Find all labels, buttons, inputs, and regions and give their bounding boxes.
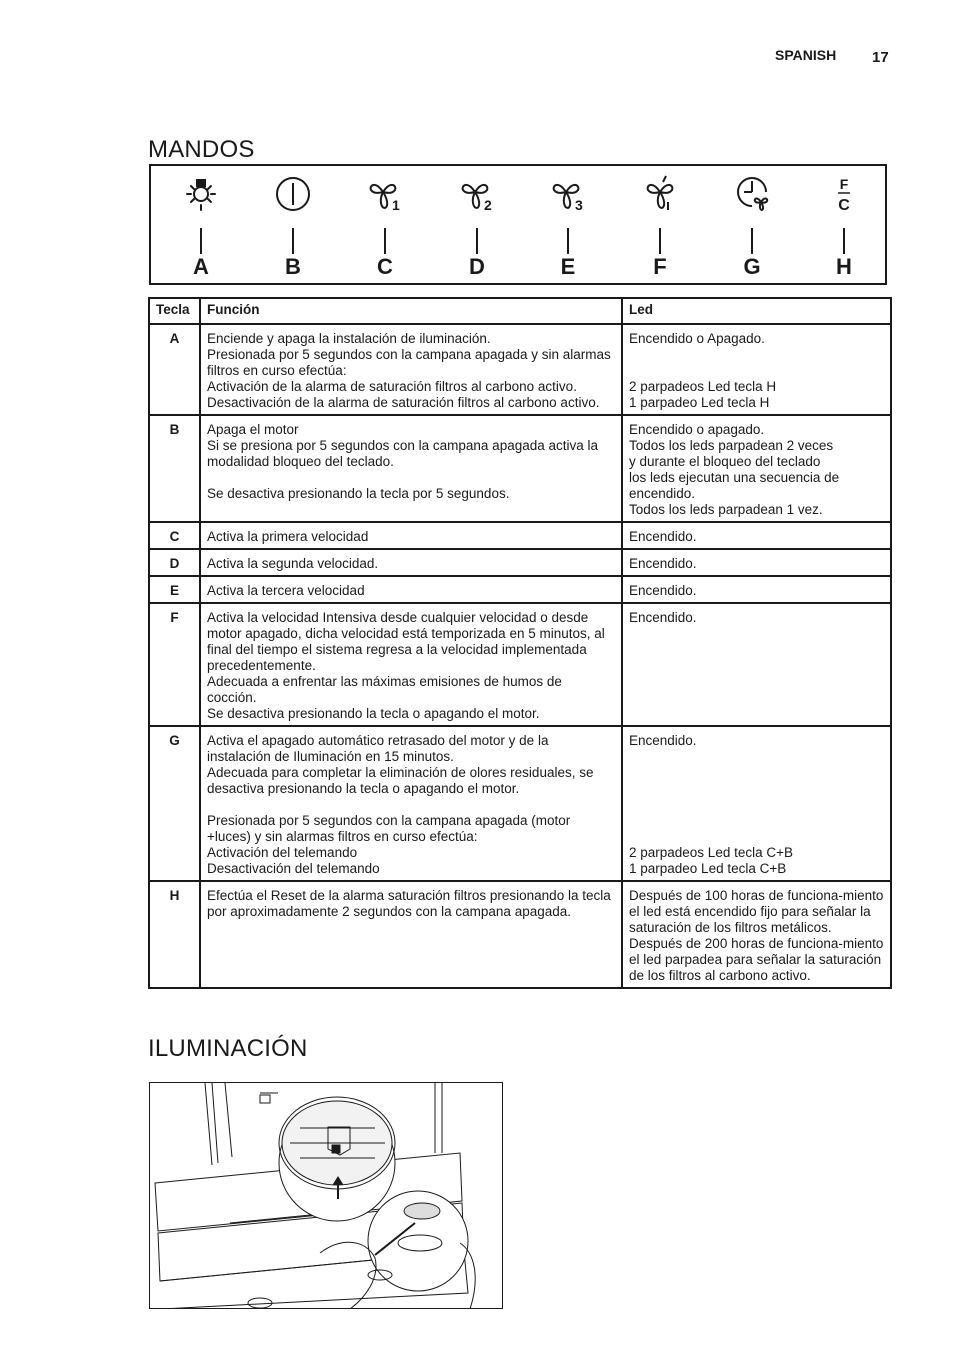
table-row: [149, 415, 891, 522]
control-d-key-label: D: [469, 254, 485, 279]
timer-fan-icon: [732, 172, 772, 216]
header-language: SPANISH: [775, 47, 837, 63]
control-a-pointer-line: [200, 228, 202, 254]
function-text-line: Activa la tercera velocidad: [207, 583, 365, 598]
table-row: [149, 324, 891, 415]
filter-reset-icon: [824, 172, 864, 216]
function-text-line: Activación del telemando: [207, 845, 358, 860]
control-h-key-label: H: [836, 254, 852, 279]
led-text-line: Después de 100 horas de funciona-miento el led está encendido fijo para señalar la saturación de los filtros metálicos.: [629, 888, 888, 935]
section-title-lighting: ILUMINACIÓN: [148, 1035, 308, 1062]
function-text-line: Activación de la alarma de saturación filtros al carbono activo.: [207, 379, 577, 394]
function-text-line: Desactivación del telemando: [207, 861, 380, 876]
table-header-row: [149, 298, 891, 324]
control-f-pointer-line: [659, 228, 661, 254]
row-function: [200, 522, 622, 549]
led-text-line: Encendido.: [629, 556, 697, 571]
row-key: E: [149, 576, 200, 603]
led-text-line: 2 parpadeos Led tecla H: [629, 379, 777, 394]
header-key: Tecla: [149, 298, 200, 324]
svg-text:3: 3: [575, 197, 583, 213]
row-led: [622, 726, 891, 881]
led-text-line: 1 parpadeo Led tecla C+B: [629, 861, 787, 876]
led-text-line: Encendido.: [629, 610, 697, 625]
row-key: C: [149, 522, 200, 549]
table-row: [149, 549, 891, 576]
control-panel-diagram: [149, 164, 887, 285]
control-c-key-label: C: [377, 254, 393, 279]
row-led: [622, 549, 891, 576]
light-bulb-icon: [181, 172, 221, 216]
fan-intensive-icon: [640, 172, 680, 216]
svg-text:2: 2: [484, 197, 492, 213]
function-text-line: Desactivación de la alarma de saturación filtros al carbono activo.: [207, 395, 600, 410]
row-led: [622, 324, 891, 415]
row-key: A: [149, 324, 200, 415]
row-function: [200, 324, 622, 415]
led-text-line: Encendido o apagado.: [629, 422, 765, 437]
control-g: [712, 166, 792, 283]
function-text-line: Apaga el motor: [207, 422, 299, 437]
row-function: [200, 726, 622, 881]
svg-text:F: F: [839, 176, 849, 192]
control-g-pointer-line: [751, 228, 753, 254]
function-text-line: Presionada por 5 segundos con la campana apagada y sin alarmas filtros en curso efectúa:: [207, 347, 615, 378]
led-text-line: Todos los leds parpadean 1 vez.: [629, 502, 823, 517]
control-g-key-label: G: [743, 254, 761, 279]
table-row: [149, 522, 891, 549]
control-b-pointer-line: [292, 228, 294, 254]
function-text-line: Efectúa el Reset de la alarma saturación filtros presionando la tecla por aproximadamente 2 segundos con la campana apagada.: [207, 888, 615, 919]
control-e: [528, 166, 608, 283]
row-key: H: [149, 881, 200, 988]
control-e-key-label: E: [560, 254, 576, 279]
lighting-replacement-illustration: [149, 1082, 503, 1309]
row-function: [200, 576, 622, 603]
row-key: G: [149, 726, 200, 881]
row-key: B: [149, 415, 200, 522]
control-h-pointer-line: [843, 228, 845, 254]
led-text-line: los leds ejecutan una secuencia de encendido.: [629, 470, 843, 501]
hood-lamp-drawing: [150, 1083, 503, 1309]
row-led: [622, 522, 891, 549]
led-text-line: 1 parpadeo Led tecla H: [629, 395, 770, 410]
row-led: [622, 415, 891, 522]
led-text-line: Todos los leds parpadean 2 veces: [629, 438, 834, 453]
svg-text:C: C: [838, 197, 850, 214]
function-text-line: Se desactiva presionando la tecla por 5 segundos.: [207, 486, 510, 501]
table-row: [149, 603, 891, 726]
table-row: [149, 576, 891, 603]
function-text-line: Si se presiona por 5 segundos con la campana apagada activa la modalidad bloqueo del teclado.: [207, 438, 602, 469]
control-h: [804, 166, 884, 283]
led-text-line: Encendido.: [629, 733, 697, 748]
row-function: [200, 415, 622, 522]
row-function: [200, 603, 622, 726]
fan-speed-2-icon: [457, 172, 497, 216]
control-b: [253, 166, 333, 283]
page-number: 17: [872, 49, 889, 66]
fan-speed-1-icon: [365, 172, 405, 216]
row-function: [200, 881, 622, 988]
function-text-line: Activa el apagado automático retrasado del motor y de la instalación de Iluminación en 15 minutos.: [207, 733, 553, 764]
function-text-line: Activa la segunda velocidad.: [207, 556, 379, 571]
svg-text:1: 1: [392, 197, 400, 213]
function-text-line: Se desactiva presionando la tecla o apagando el motor.: [207, 706, 540, 721]
row-led: [622, 576, 891, 603]
led-text-line: Después de 200 horas de funciona-miento el led parpadea para señalar la saturación de los filtros al carbono activo.: [629, 936, 888, 983]
function-text-line: Enciende y apaga la instalación de iluminación.: [207, 331, 491, 346]
control-a-key-label: A: [193, 254, 209, 279]
led-text-line: Encendido o Apagado.: [629, 331, 765, 346]
control-d: [437, 166, 517, 283]
control-c-pointer-line: [384, 228, 386, 254]
control-f-key-label: F: [653, 254, 667, 279]
led-text-line: 2 parpadeos Led tecla C+B: [629, 845, 793, 860]
function-text-line: Activa la velocidad Intensiva desde cualquier velocidad o desde motor apagado, dicha velocidad está temporizada en 5 minutos, al final del tiempo el sistema regresa a la velocidad implementada precedentemente.: [207, 610, 609, 673]
fan-speed-3-icon: [548, 172, 588, 216]
control-c: [345, 166, 425, 283]
function-text-line: Adecuada a enfrentar las máximas emisiones de humos de cocción.: [207, 674, 566, 705]
control-a: [161, 166, 241, 283]
control-d-pointer-line: [476, 228, 478, 254]
function-text-line: Presionada por 5 segundos con la campana apagada (motor +luces) y sin alarmas filtros en curso efectúa:: [207, 813, 575, 844]
row-key: F: [149, 603, 200, 726]
led-text-line: Encendido.: [629, 583, 697, 598]
led-text-line: y durante el bloqueo del teclado: [629, 454, 821, 469]
function-text-line: Activa la primera velocidad: [207, 529, 369, 544]
header-function: Función: [200, 298, 622, 324]
row-led: [622, 881, 891, 988]
row-function: [200, 549, 622, 576]
table-row: [149, 881, 891, 988]
header-led: Led: [622, 298, 891, 324]
control-f: [620, 166, 700, 283]
table-row: [149, 726, 891, 881]
power-icon: [273, 172, 313, 216]
row-key: D: [149, 549, 200, 576]
control-b-key-label: B: [285, 254, 301, 279]
led-text-line: Encendido.: [629, 529, 697, 544]
section-title-controls: MANDOS: [148, 136, 255, 163]
row-led: [622, 603, 891, 726]
function-text-line: Adecuada para completar la eliminación de olores residuales, se desactiva presionando la tecla o apagando el motor.: [207, 765, 598, 796]
control-e-pointer-line: [567, 228, 569, 254]
functions-table: [148, 297, 892, 989]
